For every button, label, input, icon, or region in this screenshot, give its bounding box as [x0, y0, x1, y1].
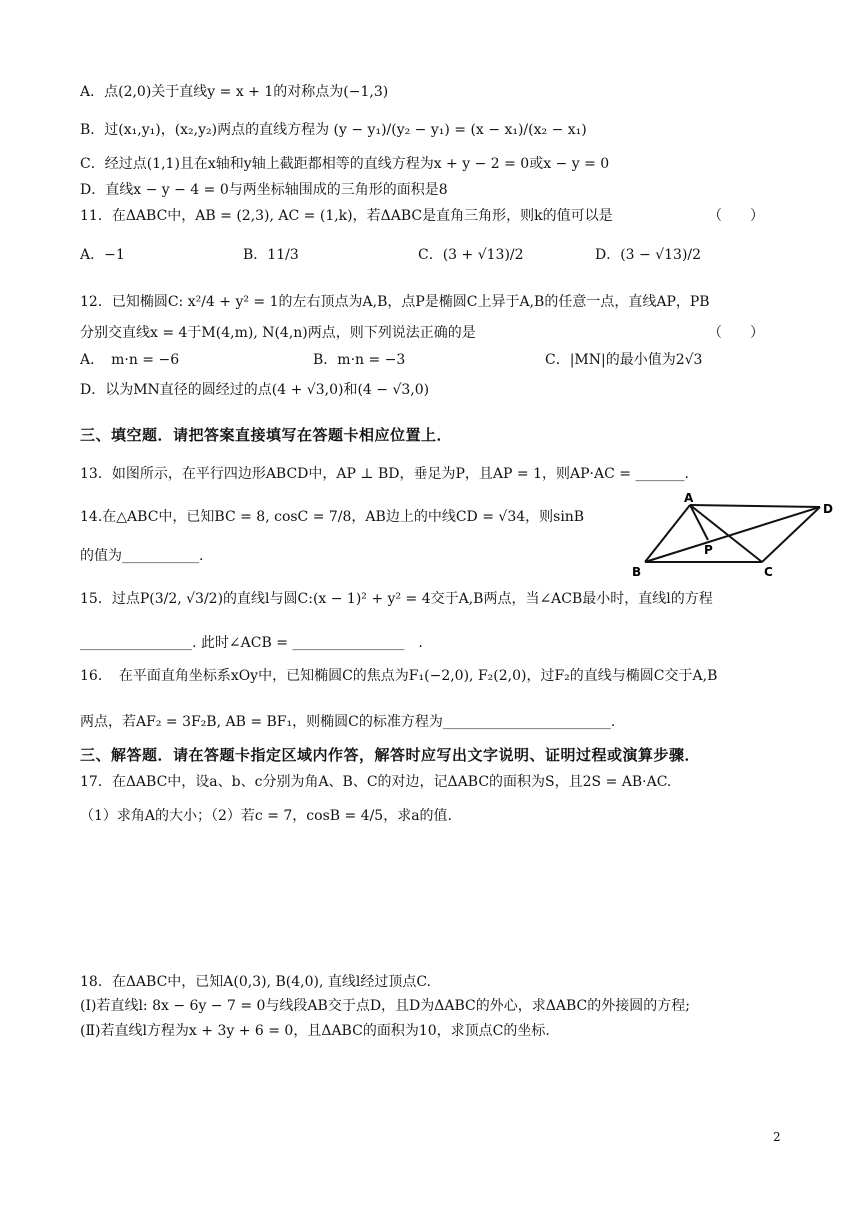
diagonal-ac — [690, 505, 762, 562]
section-fill-in-heading: 三、填空题．请把答案直接填写在答题卡相应位置上． — [80, 426, 453, 444]
diagonal-bd — [645, 507, 820, 562]
segment-ad — [690, 505, 820, 507]
parallelogram-figure — [630, 490, 840, 580]
figure-label-d: D — [823, 502, 833, 516]
q12-option-b: B．m·n = −3 — [313, 352, 406, 368]
q17-line2: （1）求角A的大小；（2）若c = 7，cosB = 4/5，求a的值. — [80, 808, 453, 824]
segment-ab — [645, 505, 690, 562]
q10-option-a: A．点(2,0)关于直线y = x + 1的对称点为(−1,3) — [80, 84, 389, 100]
q12-answer-bracket: （ ） — [708, 325, 764, 341]
q11-option-c: C．(3 + √13)/2 — [418, 247, 524, 263]
section-solutions-heading: 三、解答题．请在答题卡指定区域内作答，解答时应写出文字说明、证明过程或演算步骤． — [80, 746, 701, 764]
q10-option-d: D．直线x − y − 4 = 0与两坐标轴围成的三角形的面积是8 — [80, 182, 448, 198]
q15-line1: 15．过点P(3/2, √3/2)的直线l与圆C:(x − 1)² + y² = 4交于A,B两点，当∠ACB最小时，直线l的方程 — [80, 591, 713, 607]
figure-label-b: B — [632, 565, 642, 579]
q11-option-b: B．11/3 — [243, 247, 299, 263]
segment-ap — [690, 505, 708, 540]
q13-text: 13．如图所示，在平行四边形ABCD中，AP ⊥ BD，垂足为P，且AP = 1，则AP·AC = _______. — [80, 466, 689, 482]
q16-line2: 两点，若AF₂ = 3F₂B, AB = BF₁，则椭圆C的标准方程为________________________. — [80, 714, 616, 730]
q18-line1: 18．在ΔABC中，已知A(0,3), B(4,0), 直线l经过顶点C. — [80, 974, 432, 990]
q18-line2: (Ⅰ)若直线l: 8x − 6y − 7 = 0与线段AB交于点D，且D为ΔABC的外心，求ΔABC的外接圆的方程; — [80, 998, 690, 1014]
figure-label-c: C — [764, 565, 773, 579]
figure-label-a: A — [684, 491, 694, 505]
q12-option-d: D．以为MN直径的圆经过的点(4 + √3,0)和(4 − √3,0) — [80, 382, 430, 398]
q11-option-d: D．(3 − √13)/2 — [595, 247, 702, 263]
q12-option-a: A． m·n = −6 — [80, 352, 180, 368]
page-number: 2 — [773, 1130, 781, 1144]
q18-line3: (Ⅱ)若直线l方程为x + 3y + 6 = 0，且ΔABC的面积为10，求顶点C的坐标. — [80, 1023, 550, 1039]
q14-line1: 14.在△ABC中，已知BC = 8, cosC = 7/8，AB边上的中线CD = √34，则sinB — [80, 509, 585, 525]
q11-answer-bracket: （ ） — [708, 208, 764, 224]
q11-stem: 11．在ΔABC中，AB = (2,3), AC = (1,k)，若ΔABC是直角三角形，则k的值可以是 — [80, 208, 613, 224]
q12-option-c: C．|MN|的最小值为2√3 — [545, 352, 703, 368]
q15-line2: ________________. 此时∠ACB = ________________ . — [80, 635, 423, 651]
q10-option-b: B．过(x₁,y₁)，(x₂,y₂)两点的直线方程为 (y − y₁)/(y₂ − y₁) = (x − x₁)/(x₂ − x₁) — [80, 122, 587, 138]
q11-option-a: A．−1 — [80, 247, 125, 263]
q17-line1: 17．在ΔABC中，设a、b、c分别为角A、B、C的对边，记ΔABC的面积为S，且2S = AB·AC. — [80, 774, 672, 790]
q14-line2: 的值为___________. — [80, 548, 204, 564]
q12-stem-line1: 12．已知椭圆C: x²/4 + y² = 1的左右顶点为A,B，点P是椭圆C上异于A,B的任意一点，直线AP，PB — [80, 294, 710, 310]
q10-option-c: C．经过点(1,1)且在x轴和y轴上截距都相等的直线方程为x + y − 2 = 0或x − y = 0 — [80, 156, 610, 172]
q16-line1: 16． 在平面直角坐标系xOy中，已知椭圆C的焦点为F₁(−2,0), F₂(2,0)，过F₂的直线与椭圆C交于A,B — [80, 668, 718, 684]
q12-stem-line2: 分别交直线x = 4于M(4,m), N(4,n)两点，则下列说法正确的是 — [80, 325, 476, 341]
figure-label-p: P — [704, 543, 713, 557]
